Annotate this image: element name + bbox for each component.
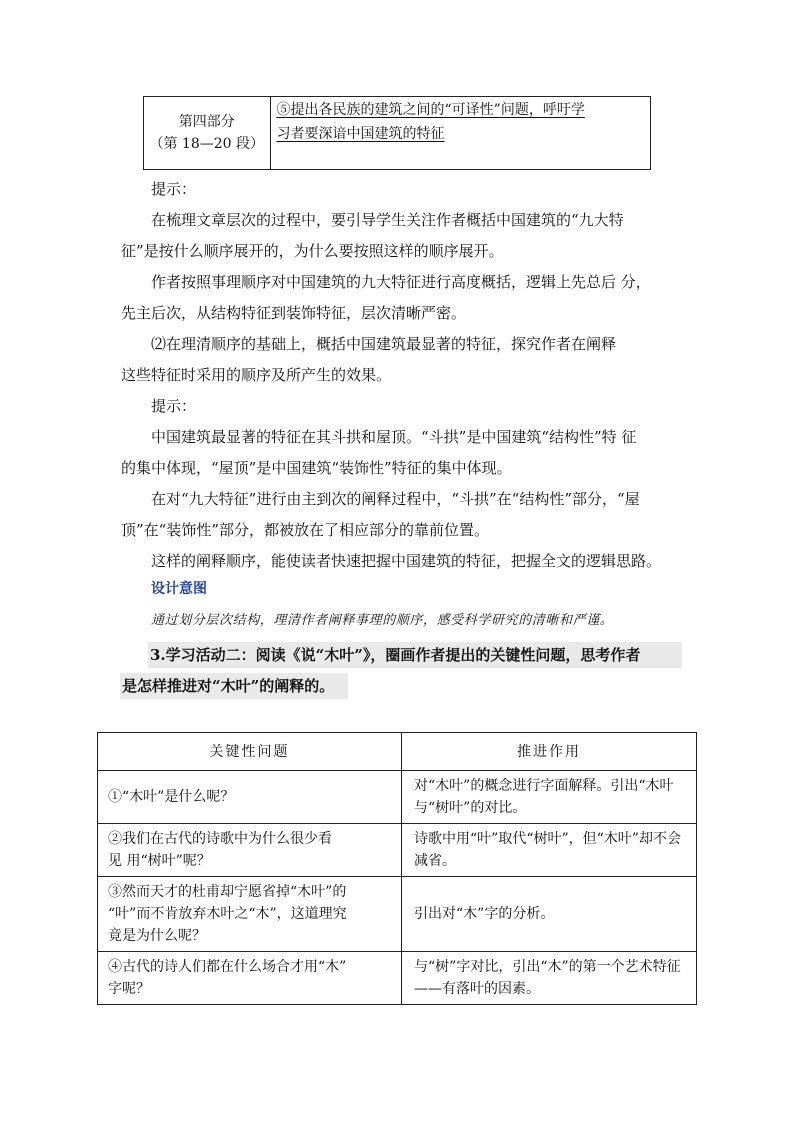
key-question-cell [98, 877, 402, 952]
hint1-para1-line1: 在梳理文章层次的过程中，要引导学生关注作者概括中国建筑的“九大特 [151, 211, 624, 229]
hint2-para1-line1: 中国建筑最显著的特征在其斗拱和屋顶。“斗拱”是中国建筑“结构性”特 征 [151, 428, 637, 446]
hint1-para1-line2: 征”是按什么顺序展开的，为什么要按照这样的顺序展开。 [121, 242, 504, 260]
hint2-para3: 这样的阐释顺序，能使读者快速把握中国建筑的特征，把握全文的逻辑思路。 [151, 552, 662, 570]
part-label: 第四部分 [178, 114, 235, 130]
part-content-line1: ⑤提出各民族的建筑之间的“可译性”问题，呼吁学 [276, 102, 585, 118]
advancing-role-line: 诗歌中用“叶”取代“树叶”，但“木叶”却不会 [414, 831, 681, 847]
design-intent-text: 通过划分层次结构，理清作者阐释事理的顺序，感受科学研究的清晰和严谨。 [151, 613, 614, 628]
key-question-line: 竟是为什么呢？ [108, 928, 206, 944]
part-content-line2: 习者要深谙中国建筑的特征 [276, 126, 445, 142]
key-question-cell [98, 824, 402, 877]
advancing-role-line: 与“树叶”的对比。 [414, 800, 527, 816]
question2-line2: 这些特征时采用的顺序及所产生的效果。 [121, 366, 392, 384]
design-intent-heading: 设计意图 [151, 581, 207, 597]
advancing-role-cell [402, 877, 697, 952]
key-question-cell [98, 771, 402, 824]
hint2-para2-line2: 顶”在“装饰性”部分，都被放在了相应部分的靠前位置。 [121, 521, 490, 539]
advancing-role-line: ——有落叶的因素。 [414, 981, 540, 997]
key-question-line: ③然而天才的杜甫却宁愿省掉“木叶”的 [108, 884, 347, 900]
part-label-cell [144, 97, 271, 170]
advancing-role-cell [402, 771, 697, 824]
key-question-cell [98, 952, 402, 1005]
question2-line1: ⑵在理清顺序的基础上，概括中国建筑最显著的特征，探究作者在阐释 [151, 335, 617, 353]
advancing-role-line: 与“树”字对比，引出“木”的第一个艺术特征 [414, 959, 681, 975]
key-question-line: ②我们在古代的诗歌中为什么很少看 [108, 831, 332, 847]
part-content-cell [270, 97, 650, 170]
key-question-line: 见 用“树叶”呢？ [108, 853, 211, 869]
hint1-para2-line2: 先主后次，从结构特征到装饰特征，层次清晰严密。 [121, 304, 467, 322]
hint2-para2-line1: 在对“九大特征”进行由主到次的阐释过程中，“斗拱”在“结构性”部分，“屋 [151, 490, 640, 508]
part-range: （第 18—20 段） [149, 136, 265, 152]
activity-heading-line2: 是怎样推进对“木叶”的阐释的。 [120, 673, 348, 699]
part-four-table [143, 96, 651, 170]
advancing-role-line: 对“木叶”的概念进行字面解释。引出“木叶 [414, 778, 674, 794]
hint-label: 提示： [151, 180, 197, 198]
advancing-role-line: 减省。 [414, 853, 456, 869]
header-key-question: 关键性问题 [98, 733, 402, 771]
key-question-line: ④古代的诗人们都在什么场合才用“木” [108, 959, 347, 975]
key-question-line: ①“木叶”是什么呢？ [108, 789, 235, 805]
activity-heading-line1: 3.学习活动二：阅读《说“木叶”》，圈画作者提出的关键性问题，思考作者 [148, 642, 682, 668]
hint-label: 提示： [151, 397, 197, 415]
advancing-role-cell [402, 824, 697, 877]
key-question-line: “叶”而不肯放弃木叶之“木”，这道理究 [108, 906, 347, 922]
advancing-role-cell [402, 952, 697, 1005]
key-questions-table [97, 732, 697, 1005]
advancing-role-line: 引出对“木”字的分析。 [414, 906, 555, 922]
key-question-line: 字呢？ [108, 981, 150, 997]
header-advancing-role: 推进作用 [402, 733, 697, 771]
hint2-para1-line2: 的集中体现，“屋顶”是中国建筑“装饰性”特征的集中体现。 [121, 459, 512, 477]
hint1-para2-line1: 作者按照事理顺序对中国建筑的九大特征进行高度概括，逻辑上先总后 分， [151, 273, 651, 291]
